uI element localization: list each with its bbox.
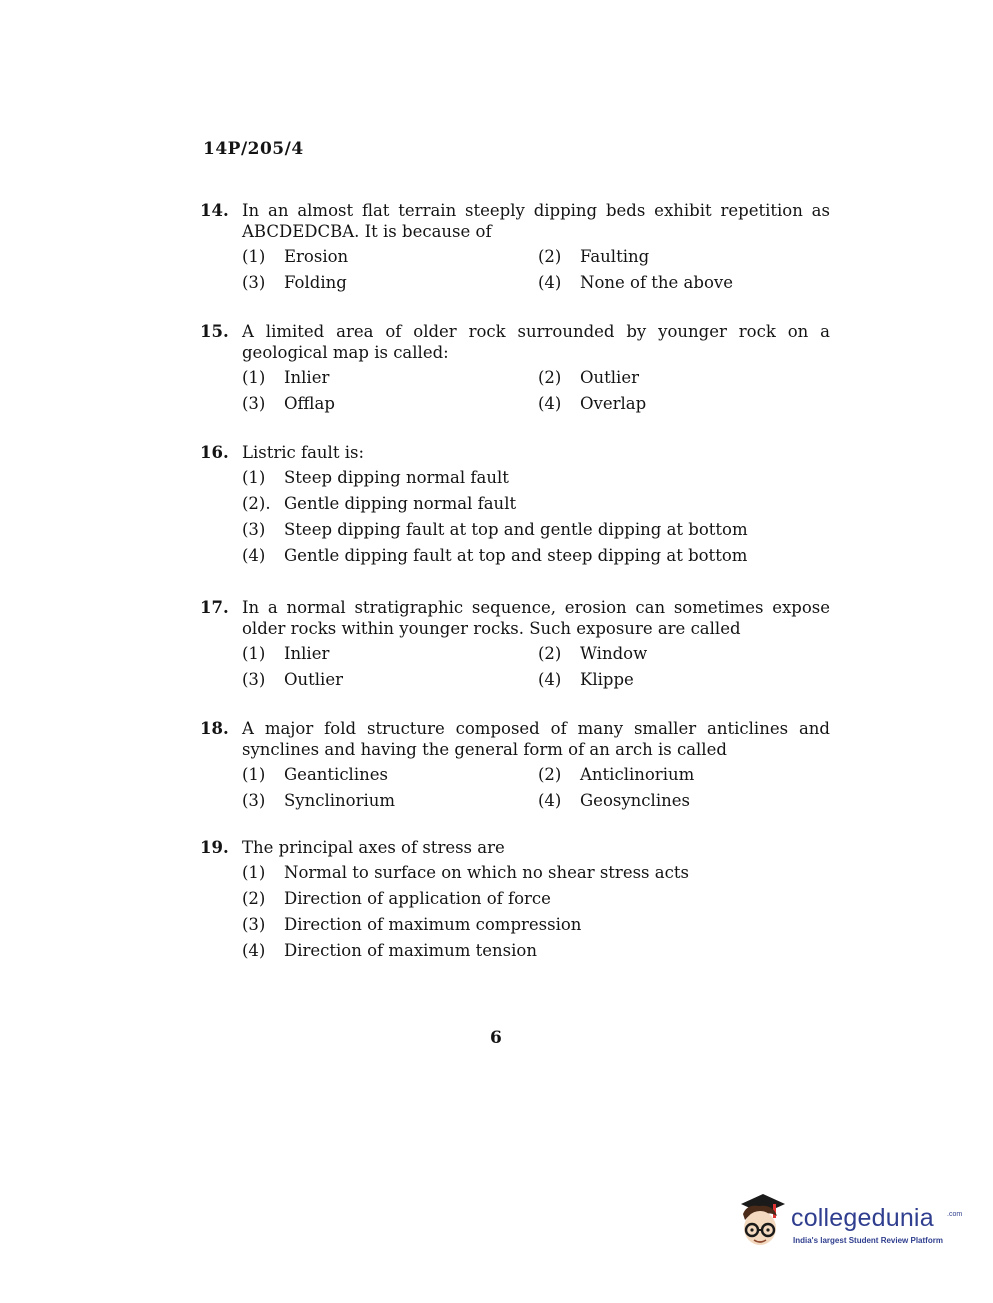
question-number: 15. (200, 322, 229, 341)
question-text: In an almost flat terrain steeply dipping beds exhibit repetition as ABCDEDCBA. It is because of (242, 201, 830, 241)
option-1 (242, 764, 538, 785)
question-19 (200, 837, 830, 966)
option-text: Inlier (284, 368, 330, 387)
option-3 (242, 393, 538, 414)
watermark-domain: .com (947, 1211, 963, 1218)
option-text: Erosion (284, 247, 349, 266)
option-number: (3) (242, 394, 266, 413)
option-3 (242, 790, 538, 811)
option-number: (4) (242, 941, 266, 960)
option-text: Geanticlines (284, 765, 388, 784)
option-text: Direction of application of force (284, 889, 551, 908)
question-18 (200, 718, 830, 811)
option-2 (538, 246, 834, 267)
option-text: Gentle dipping fault at top and steep dipping at bottom (284, 546, 748, 565)
option-number: (1) (242, 644, 266, 663)
question-text: A limited area of older rock surrounded by younger rock on a geological map is called: (242, 322, 830, 362)
question-text: Listric fault is: (242, 443, 365, 462)
question-15 (200, 321, 830, 414)
option-number: (1) (242, 468, 266, 487)
option-2 (242, 888, 830, 909)
question-number: 14. (200, 201, 229, 220)
option-1 (242, 862, 830, 883)
option-3 (242, 669, 538, 690)
option-3 (242, 914, 830, 935)
option-number: (1) (242, 368, 266, 387)
option-text: Gentle dipping normal fault (284, 494, 517, 513)
option-number: (2) (538, 765, 562, 784)
question-number: 18. (200, 719, 229, 738)
option-1 (242, 246, 538, 267)
watermark-tagline: India's largest Student Review Platform (793, 1236, 943, 1245)
option-text: Klippe (580, 670, 634, 689)
option-2 (538, 643, 834, 664)
option-number: (1) (242, 765, 266, 784)
option-number: (1) (242, 863, 266, 882)
option-number: (4) (538, 670, 562, 689)
option-number: (2) (538, 247, 562, 266)
question-14 (200, 200, 830, 293)
question-text: A major fold structure composed of many smaller anticlines and synclines and having the general form of an arch is called (242, 719, 830, 759)
option-number: (2). (242, 494, 271, 513)
page-number: 6 (490, 1028, 502, 1048)
option-4 (242, 545, 830, 566)
option-4 (242, 940, 830, 961)
option-number: (4) (538, 273, 562, 292)
option-number: (2) (538, 644, 562, 663)
option-number: (4) (242, 546, 266, 565)
option-text: Faulting (580, 247, 650, 266)
option-number: (3) (242, 273, 266, 292)
option-text: Overlap (580, 394, 647, 413)
options (242, 367, 830, 414)
option-2 (538, 764, 834, 785)
option-4 (538, 393, 834, 414)
options (242, 467, 830, 566)
watermark-brand: collegedunia (791, 1204, 934, 1232)
question-16 (200, 442, 830, 571)
mascot-logo-icon (733, 1192, 789, 1256)
option-number: (3) (242, 791, 266, 810)
option-1 (242, 643, 538, 664)
option-4 (538, 669, 834, 690)
question-number: 19. (200, 838, 229, 857)
option-number: (3) (242, 670, 266, 689)
option-text: Outlier (580, 368, 639, 387)
option-4 (538, 790, 834, 811)
option-number: (2) (242, 889, 266, 908)
option-number: (4) (538, 394, 562, 413)
question-text: In a normal stratigraphic sequence, erosion can sometimes expose older rocks within younger rocks. Such exposure are called (242, 598, 830, 638)
option-text: Offlap (284, 394, 335, 413)
paper-code: 14P/205/4 (203, 139, 304, 159)
options (242, 764, 830, 811)
option-number: (4) (538, 791, 562, 810)
options (242, 643, 830, 690)
option-2 (242, 493, 830, 514)
option-text: Folding (284, 273, 347, 292)
option-text: Window (580, 644, 648, 663)
option-text: Steep dipping normal fault (284, 468, 509, 487)
option-text: Inlier (284, 644, 330, 663)
option-1 (242, 467, 830, 488)
option-number: (3) (242, 915, 266, 934)
option-text: Direction of maximum compression (284, 915, 582, 934)
question-number: 17. (200, 598, 229, 617)
option-text: Geosynclines (580, 791, 690, 810)
option-text: Outlier (284, 670, 343, 689)
options (242, 862, 830, 961)
question-text: The principal axes of stress are (242, 838, 505, 857)
question-number: 16. (200, 443, 229, 462)
collegedunia-watermark (733, 1192, 963, 1262)
option-1 (242, 367, 538, 388)
option-4 (538, 272, 834, 293)
option-3 (242, 519, 830, 540)
option-number: (2) (538, 368, 562, 387)
option-number: (1) (242, 247, 266, 266)
option-text: Anticlinorium (580, 765, 695, 784)
option-text: Direction of maximum tension (284, 941, 537, 960)
option-text: Synclinorium (284, 791, 396, 810)
option-text: Normal to surface on which no shear stress acts (284, 863, 689, 882)
option-text: None of the above (580, 273, 733, 292)
options (242, 246, 830, 293)
option-text: Steep dipping fault at top and gentle dipping at bottom (284, 520, 748, 539)
question-17 (200, 597, 830, 690)
option-2 (538, 367, 834, 388)
option-3 (242, 272, 538, 293)
option-number: (3) (242, 520, 266, 539)
